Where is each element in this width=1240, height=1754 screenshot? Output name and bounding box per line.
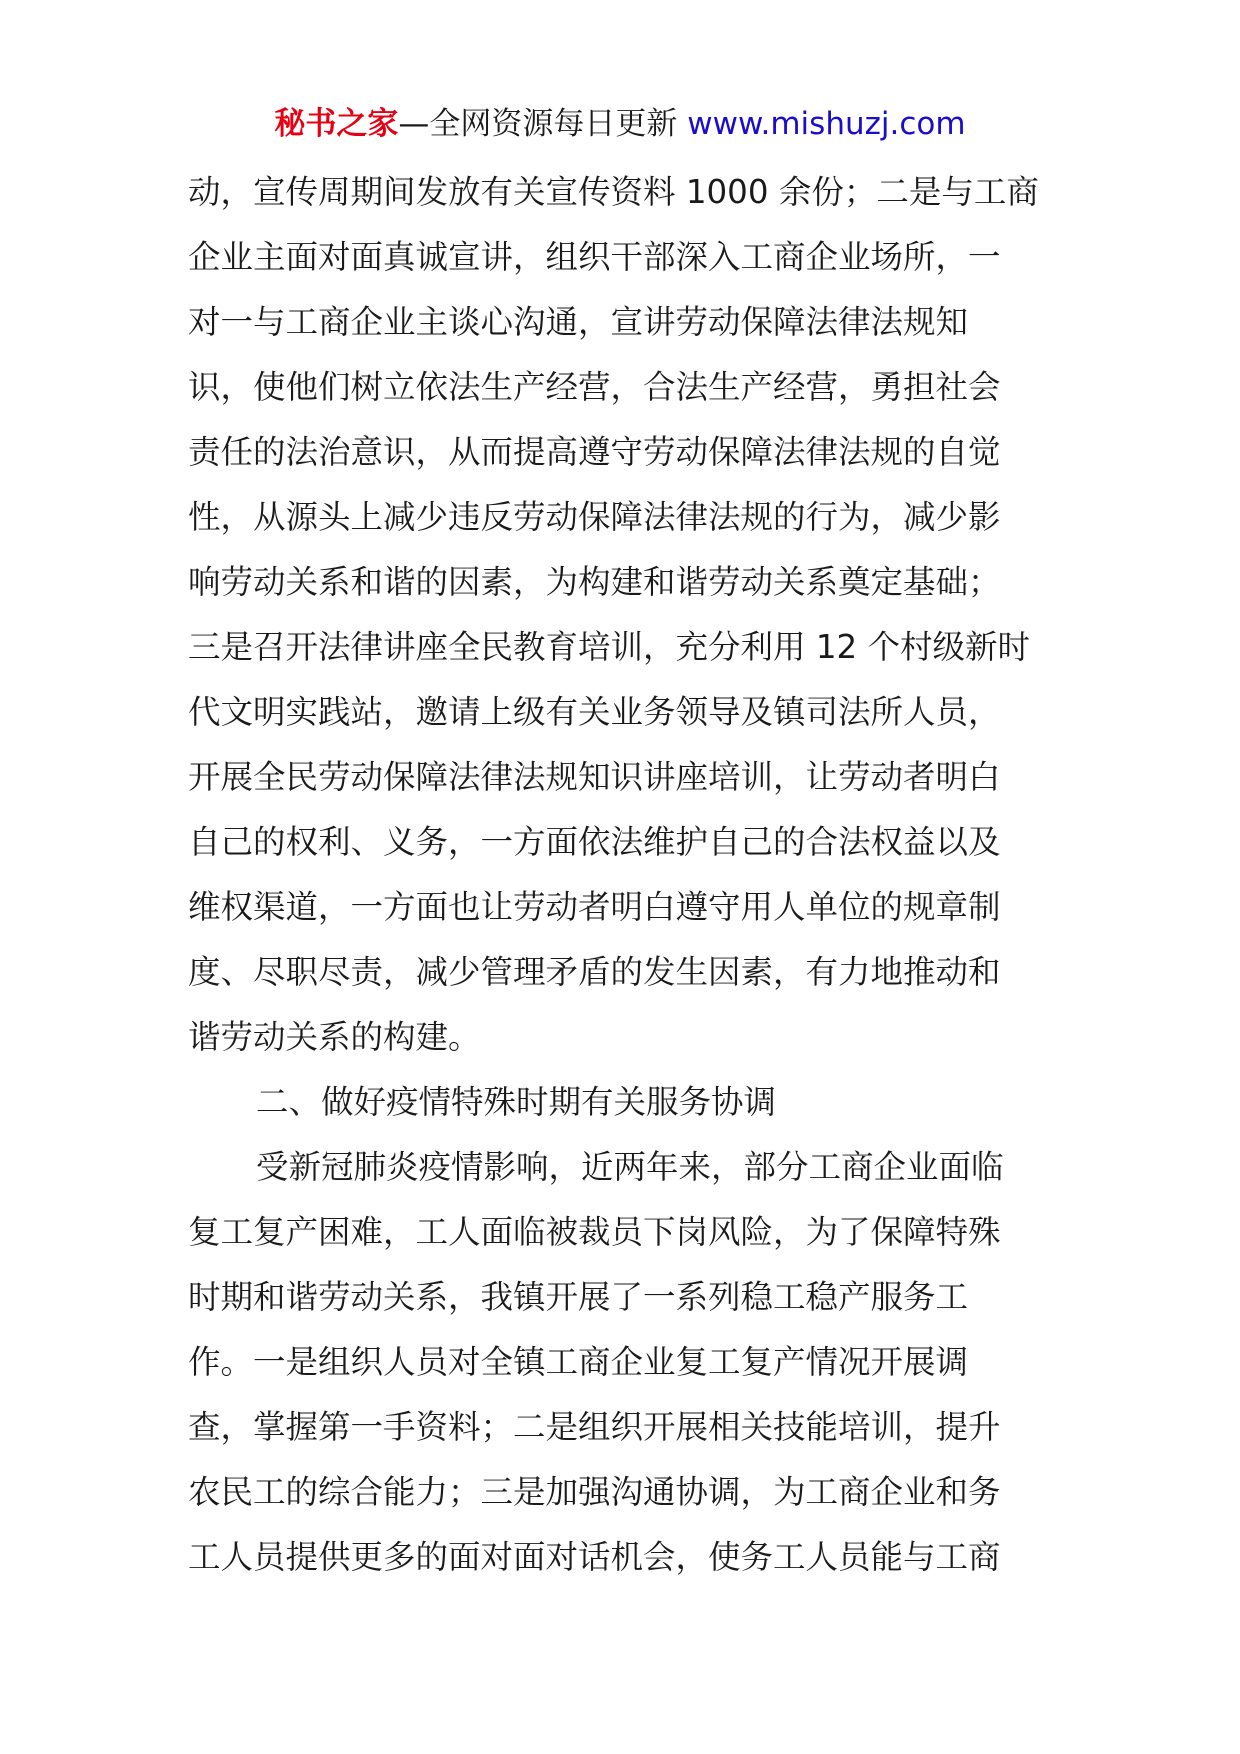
text-line: 维权渠道，一方面也让劳动者明白遵守用人单位的规章制 (188, 888, 1001, 926)
section-heading: 二、做好疫情特殊时期有关服务协调 (256, 1083, 777, 1121)
text-line: 三是召开法律讲座全民教育培训，充分利用 12 个村级新时 (188, 628, 1031, 666)
text-line: 工人员提供更多的面对面对话机会，使务工人员能与工商 (188, 1538, 1001, 1576)
text-line: 复工复产困难，工人面临被裁员下岗风险，为了保障特殊 (188, 1213, 1001, 1251)
text-line: 企业主面对面真诚宣讲，组织干部深入工商企业场所，一 (188, 238, 1001, 276)
text-line: 谐劳动关系的构建。 (188, 1018, 481, 1056)
text-line: 受新冠肺炎疫情影响，近两年来，部分工商企业面临 (256, 1148, 1004, 1186)
site-brand: 秘书之家 (274, 106, 399, 142)
text-line: 度、尽职尽责，减少管理矛盾的发生因素，有力地推动和 (188, 953, 1001, 991)
text-line: 对一与工商企业主谈心沟通，宣讲劳动保障法律法规知 (188, 303, 969, 341)
text-line: 开展全民劳动保障法律法规知识讲座培训，让劳动者明白 (188, 758, 1001, 796)
text-line: 自己的权利、义务，一方面依法维护自己的合法权益以及 (188, 823, 1001, 861)
site-header (0, 102, 1240, 146)
text-line: 查，掌握第一手资料；二是组织开展相关技能培训，提升 (188, 1408, 1001, 1446)
text-line: 代文明实践站，邀请上级有关业务领导及镇司法所人员， (188, 693, 1001, 731)
site-url-link[interactable]: www.mishuzj.com (687, 106, 966, 142)
document-body (188, 160, 1058, 1590)
text-line: 时期和谐劳动关系，我镇开展了一系列稳工稳产服务工 (188, 1278, 969, 1316)
text-line: 响劳动关系和谐的因素，为构建和谐劳动关系奠定基础； (188, 563, 1001, 601)
text-line: 农民工的综合能力；三是加强沟通协调，为工商企业和务 (188, 1473, 1001, 1511)
text-line: 性，从源头上减少违反劳动保障法律法规的行为，减少影 (188, 498, 1001, 536)
text-line: 识，使他们树立依法生产经营，合法生产经营，勇担社会 (188, 368, 1001, 406)
text-line: 动，宣传周期间发放有关宣传资料 1000 余份；二是与工商 (188, 173, 1039, 211)
text-line: 作。一是组织人员对全镇工商企业复工复产情况开展调 (188, 1343, 969, 1381)
text-line: 责任的法治意识，从而提高遵守劳动保障法律法规的自觉 (188, 433, 1001, 471)
site-tagline: —全网资源每日更新 (398, 106, 678, 142)
